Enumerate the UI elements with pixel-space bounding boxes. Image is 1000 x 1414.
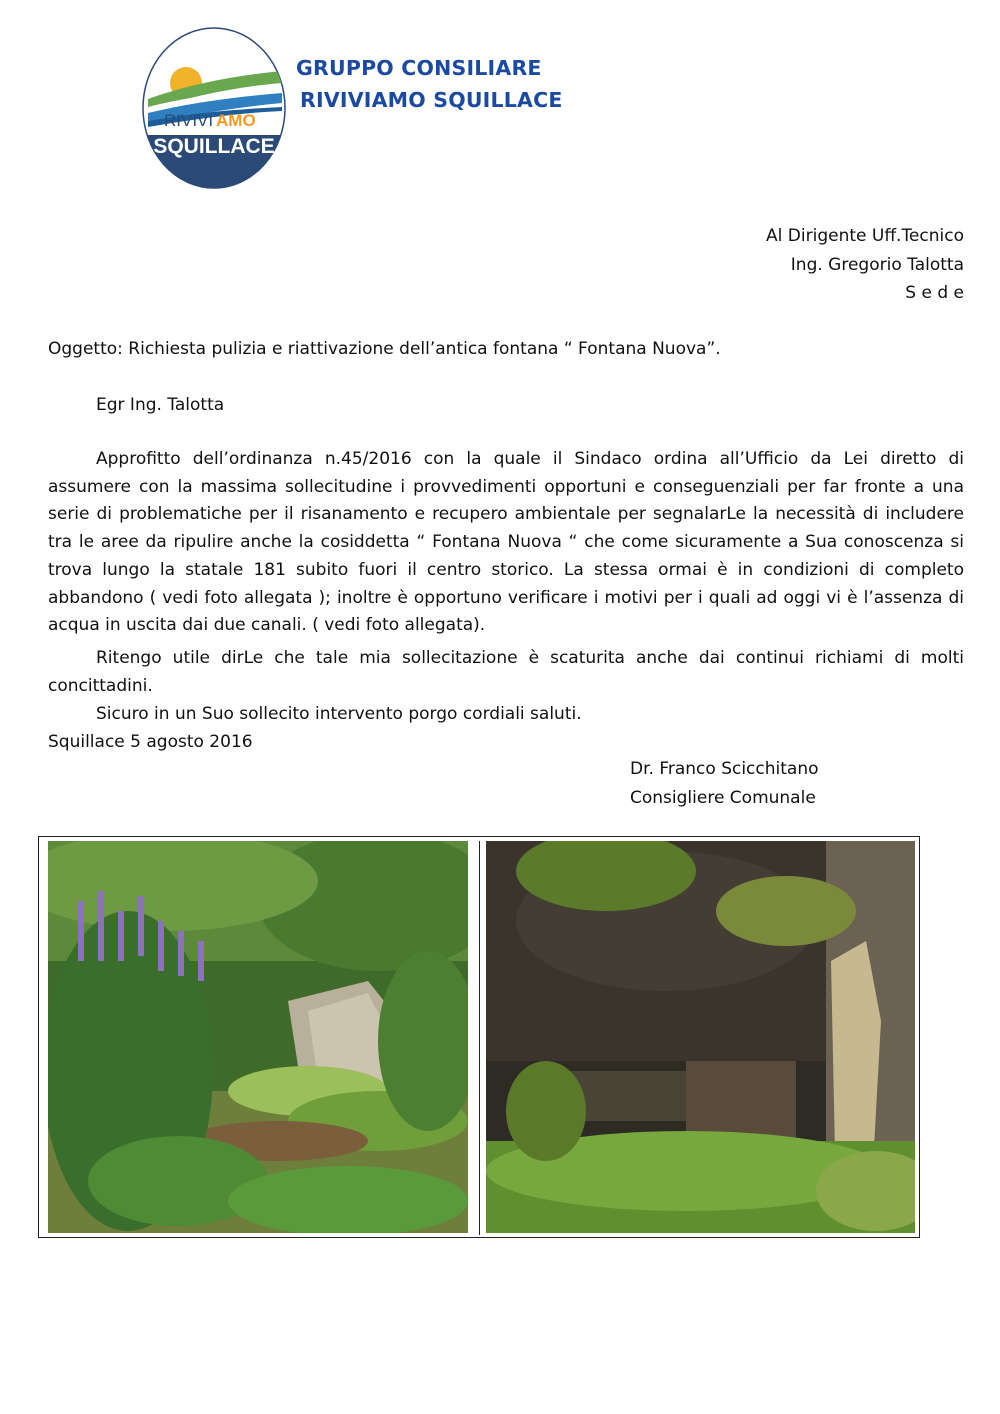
- recipient-line1: Al Dirigente Uff.Tecnico: [766, 226, 964, 246]
- letter-place-date: Squillace 5 agosto 2016: [48, 732, 253, 752]
- photo-fountain-wall: [486, 841, 915, 1233]
- attached-photos: [38, 836, 920, 1238]
- rivivimo-squillace-logo: [142, 27, 286, 189]
- letter-greeting: Egr Ing. Talotta: [96, 395, 225, 415]
- recipient-line3: S e d e: [905, 283, 964, 303]
- group-title-line1: GRUPPO CONSILIARE: [296, 56, 542, 80]
- recipient-line2: Ing. Gregorio Talotta: [790, 254, 964, 275]
- photo-overgrown-fountain: [48, 841, 468, 1233]
- logo-text-amo: AMO: [216, 111, 256, 130]
- letter-paragraph-1: Approfitto dell’ordinanza n.45/2016 con la quale il Sindaco ordina all’Ufficio da Lei diretto di assumere con la massima sollecitudine i provvedimenti opportuni e conseguenziali per far fronte a una serie di problematiche per il risanamento e recupero ambientale per segnalarLe la necessità di includere tra le aree da ripulire anche la cosiddetta “ Fontana Nuova “ che come sicuramente a Sua conoscenza si trova lungo la statale 181 subito fuori il centro storico. La stessa ormai è in condizioni di completo abbandono ( vedi foto allegata ); inoltre è opportuno verificare i motivi per i quali ad oggi vi è l’assenza di acqua in uscita dai due canali. ( vedi foto allegata).: [48, 449, 964, 636]
- group-title-line2: RIVIVIAMO SQUILLACE: [300, 88, 563, 112]
- signature-block: [630, 755, 819, 812]
- signature-role: Consigliere Comunale: [630, 787, 816, 808]
- letter-paragraph-2: Ritengo utile dirLe che tale mia sollecitazione è scaturita anche dai continui richiami di molti concittadini.: [48, 648, 964, 696]
- signature-name: Dr. Franco Scicchitano: [630, 759, 819, 779]
- letter-subject: Oggetto: Richiesta pulizia e riattivazione dell’antica fontana “ Fontana Nuova”.: [48, 339, 721, 359]
- logo-text-squillace: SQUILLACE: [153, 135, 275, 158]
- group-title: [296, 52, 563, 116]
- letter-paragraph-3: Sicuro in un Suo sollecito intervento porgo cordiali saluti.: [96, 704, 582, 724]
- photo-divider: [479, 841, 480, 1235]
- recipient-block: [766, 222, 964, 308]
- logo-text-rivivi: RIVIVI: [164, 111, 214, 130]
